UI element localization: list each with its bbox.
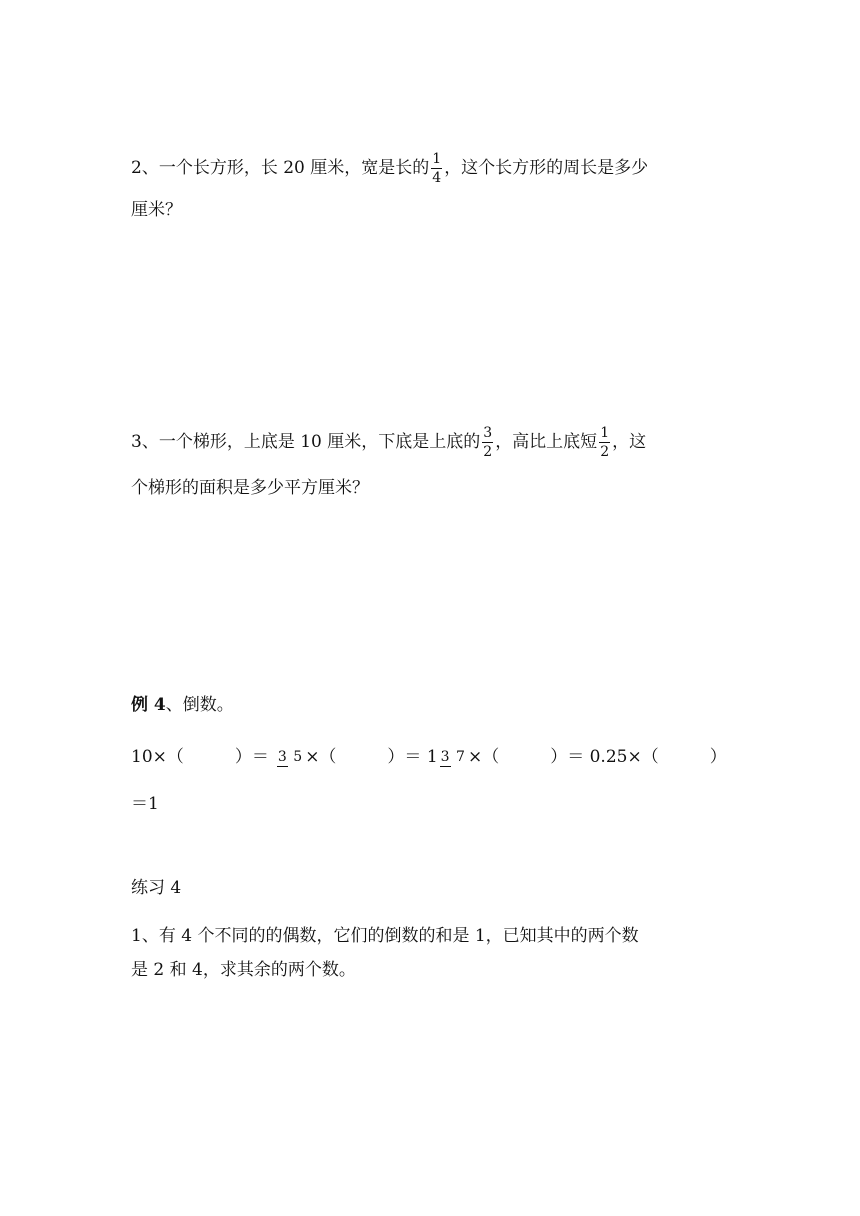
problem-2-line-1 bbox=[131, 152, 741, 185]
fraction-denominator: 2 bbox=[600, 444, 610, 460]
fraction-numerator: 3 bbox=[483, 425, 493, 441]
problem-3-text-mid: ，高比上底短 bbox=[495, 432, 598, 452]
practice-4-text-line-2: 是 2 和 4，求其余的两个数。 bbox=[131, 960, 356, 980]
fraction-denominator: 5 bbox=[293, 749, 303, 765]
fraction-numerator: 1 bbox=[600, 425, 610, 441]
equation-part-2: ×（ ）＝ 1 bbox=[305, 747, 438, 767]
problem-2-line-2 bbox=[131, 202, 741, 219]
problem-3-line-1 bbox=[131, 426, 741, 459]
equation-part-3: ×（ ）＝ 0.25×（ ） bbox=[467, 747, 727, 767]
example-4-label: 例 4 bbox=[131, 695, 166, 715]
fraction-denominator: 7 bbox=[456, 749, 465, 765]
practice-4-heading bbox=[131, 880, 741, 897]
problem-3-line-2 bbox=[131, 480, 741, 497]
problem-3-text-line-2: 个梯形的面积是多少平方厘米？ bbox=[131, 478, 369, 498]
fraction-numerator: 3 bbox=[440, 749, 450, 765]
fraction-three-sevenths bbox=[440, 748, 466, 767]
problem-2-text-line-2: 厘米？ bbox=[131, 200, 182, 220]
practice-4-problem-1-line-1 bbox=[131, 928, 741, 945]
problem-3-text-after: ，这 bbox=[612, 432, 647, 452]
example-4-title: 、倒数。 bbox=[165, 695, 234, 715]
fraction-one-quarter bbox=[431, 152, 442, 185]
fraction-three-fifths bbox=[277, 748, 303, 767]
fraction-denominator: 4 bbox=[432, 170, 442, 186]
fraction-denominator: 2 bbox=[483, 444, 493, 460]
fraction-one-half bbox=[599, 426, 610, 459]
practice-4-title: 练习 4 bbox=[131, 878, 182, 898]
fraction-three-halves bbox=[482, 426, 493, 459]
example-4-equation bbox=[131, 748, 741, 767]
problem-2-text-after: ，这个长方形的周长是多少 bbox=[444, 158, 649, 178]
fraction-numerator: 1 bbox=[432, 151, 442, 167]
problem-3-text-before: 3、一个梯形，上底是 10 厘米，下底是上底的 bbox=[131, 432, 481, 452]
example-4-equation-line-2 bbox=[131, 796, 741, 813]
example-4-heading bbox=[131, 697, 741, 714]
fraction-numerator: 3 bbox=[277, 749, 287, 765]
practice-4-problem-1-line-2 bbox=[131, 962, 741, 979]
problem-2-text-before: 2、一个长方形，长 20 厘米，宽是长的 bbox=[131, 158, 430, 178]
equation-result: ＝1 bbox=[131, 794, 159, 814]
equation-part-1: 10×（ ）＝ bbox=[131, 747, 269, 767]
practice-4-text-line-1: 1、有 4 个不同的的偶数，它们的倒数的和是 1，已知其中的两个数 bbox=[131, 926, 639, 946]
